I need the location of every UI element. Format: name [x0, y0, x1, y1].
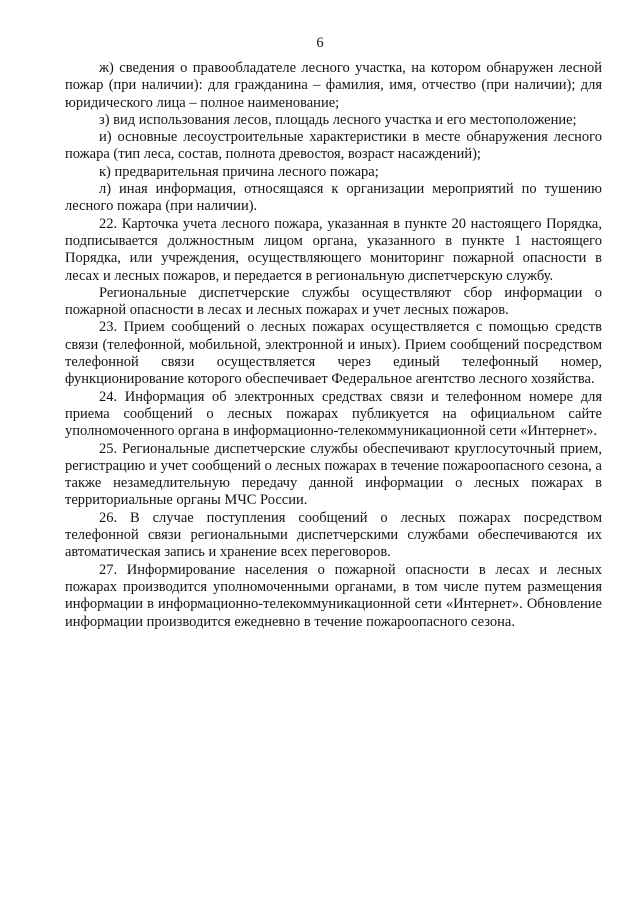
paragraph-regional-services: Региональные диспетчерские службы осуществляют сбор информации о пожарной опасности в лесах и лесных пожарах и учет лесных пожаров.: [65, 284, 602, 319]
paragraph-24: 24. Информация об электронных средствах связи и телефонном номере для приема сообщений о лесных пожарах публикуется на официальном сайте уполномоченного органа в информационно-телекоммуникационной сети «Интернет».: [65, 388, 602, 440]
paragraph-i: и) основные лесоустроительные характеристики в месте обнаружения лесного пожара (тип леса, состав, полнота древостоя, возраст насаждений);: [65, 129, 602, 163]
paragraph-27: 27. Информирование населения о пожарной опасности в лесах и лесных пожарах производится уполномоченными органами, в том числе путем размещения информации в информационно-телекоммуникационной сети «Интернет». Обновление информации производится ежедневно в течение пожароопасного сезона.: [65, 561, 602, 630]
paragraph-26: 26. В случае поступления сообщений о лесных пожарах посредством телефонной связи региональными диспетчерскими службами обеспечиваются их автоматическая запись и хранение всех переговоров.: [65, 509, 602, 561]
paragraph-k: к) предварительная причина лесного пожара;: [99, 163, 379, 180]
document-body: [65, 60, 602, 631]
page-number: 6: [316, 35, 324, 51]
paragraph-23: 23. Прием сообщений о лесных пожарах осуществляется с помощью средств связи (телефонной, мобильной, электронной и иных). Прием сообщений посредством телефонной связи осуществляется через единый телефонный номер, функционирование которого обеспечивает Федеральное агентство лесного хозяйства.: [65, 319, 602, 388]
paragraph-22: 22. Карточка учета лесного пожара, указанная в пункте 20 настоящего Порядка, подписывается должностным лицом органа, указанного в пункте 1 настоящего Порядка, или учреждения, осуществляющего мониторинг пожарной опасности в лесах и лесных пожаров, и передается в региональную диспетчерскую службу.: [65, 215, 602, 284]
paragraph-25: 25. Региональные диспетчерские службы обеспечивают круглосуточный прием, регистрацию и учет сообщений о лесных пожарах в течение пожароопасного сезона, а также незамедлительную передачу данной информации о лесных пожарах в территориальные органы МЧС России.: [65, 440, 602, 509]
paragraph-z: з) вид использования лесов, площадь лесного участка и его местоположение;: [99, 111, 577, 128]
paragraph-l: л) иная информация, относящаяся к организации мероприятий по тушению лесного пожара (при наличии).: [65, 181, 602, 215]
paragraph-zh: ж) сведения о правообладателе лесного участка, на котором обнаружен лесной пожар (при наличии): для гражданина – фамилия, имя, отчество (при наличии); для юридического лица – полное наименование;: [65, 60, 602, 111]
